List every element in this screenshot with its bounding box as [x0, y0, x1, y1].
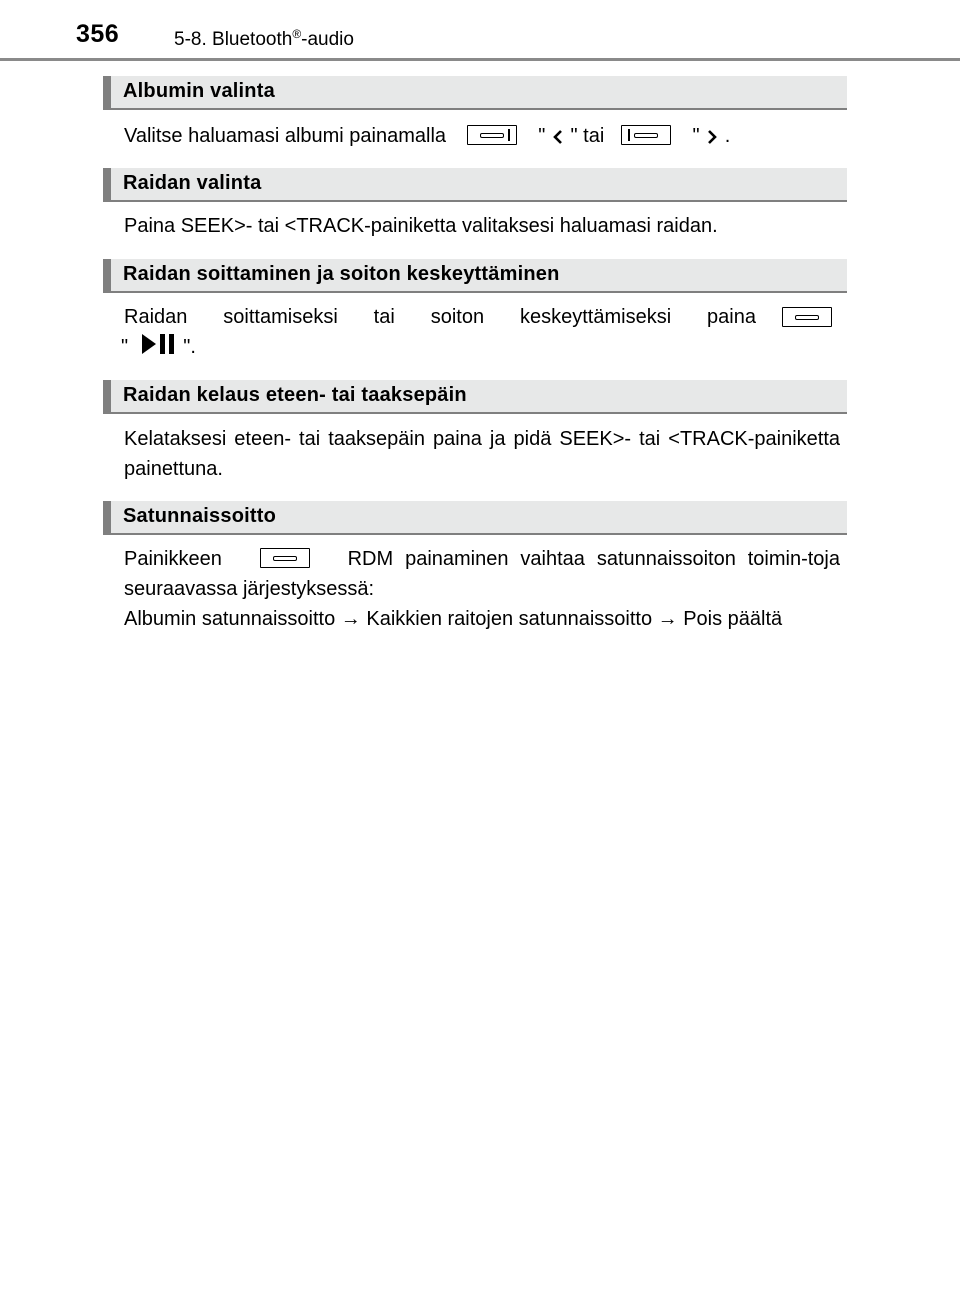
section-text-fast-forward: Kelataksesi eteen- tai taaksepäin paina ja pidä SEEK>- tai <TRACK-painiketta painettuna.	[124, 428, 840, 480]
section-heading-play-pause: Raidan soittaminen ja soiton keskeyttäminen	[103, 259, 847, 293]
section-heading-track-select: Raidan valinta	[103, 168, 847, 202]
header-divider	[0, 58, 960, 61]
section-heading-random-play: Satunnaissoitto	[103, 501, 847, 535]
button-icon	[467, 125, 517, 145]
page-number: 356	[76, 20, 120, 48]
button-icon	[782, 307, 832, 327]
sequence-arrow: →	[340, 608, 361, 630]
chevron-right-icon	[705, 129, 719, 145]
section-heading-fast-forward: Raidan kelaus eteen- tai taaksepäin	[103, 380, 847, 414]
section-text-track-select: Paina SEEK>- tai <TRACK-painiketta valitaksesi haluamasi raidan.	[124, 215, 718, 237]
section-text-album-select: Valitse haluamasi albumi painamalla " " tai " .	[124, 125, 731, 147]
section-text-random-play: Painikkeen RDM painaminen vaihtaa satunnaissoiton toimin-toja seuraavassa järjestyksessä: Albumin satunnaissoitto → Kaikkien raitojen satunnaissoitto → Pois päältä	[124, 548, 840, 630]
section-heading-album-select: Albumin valinta	[103, 76, 847, 110]
sequence-arrow: →	[657, 608, 678, 630]
button-icon	[621, 125, 671, 145]
chapter-title: 5-8. Bluetooth®-audio	[174, 27, 354, 50]
chevron-left-icon	[551, 129, 565, 145]
button-icon	[260, 548, 310, 568]
section-text-play-pause: Raidan soittamiseksi tai soiton keskeyttämiseksi paina " ".	[124, 302, 840, 362]
play-pause-icon	[134, 332, 178, 356]
